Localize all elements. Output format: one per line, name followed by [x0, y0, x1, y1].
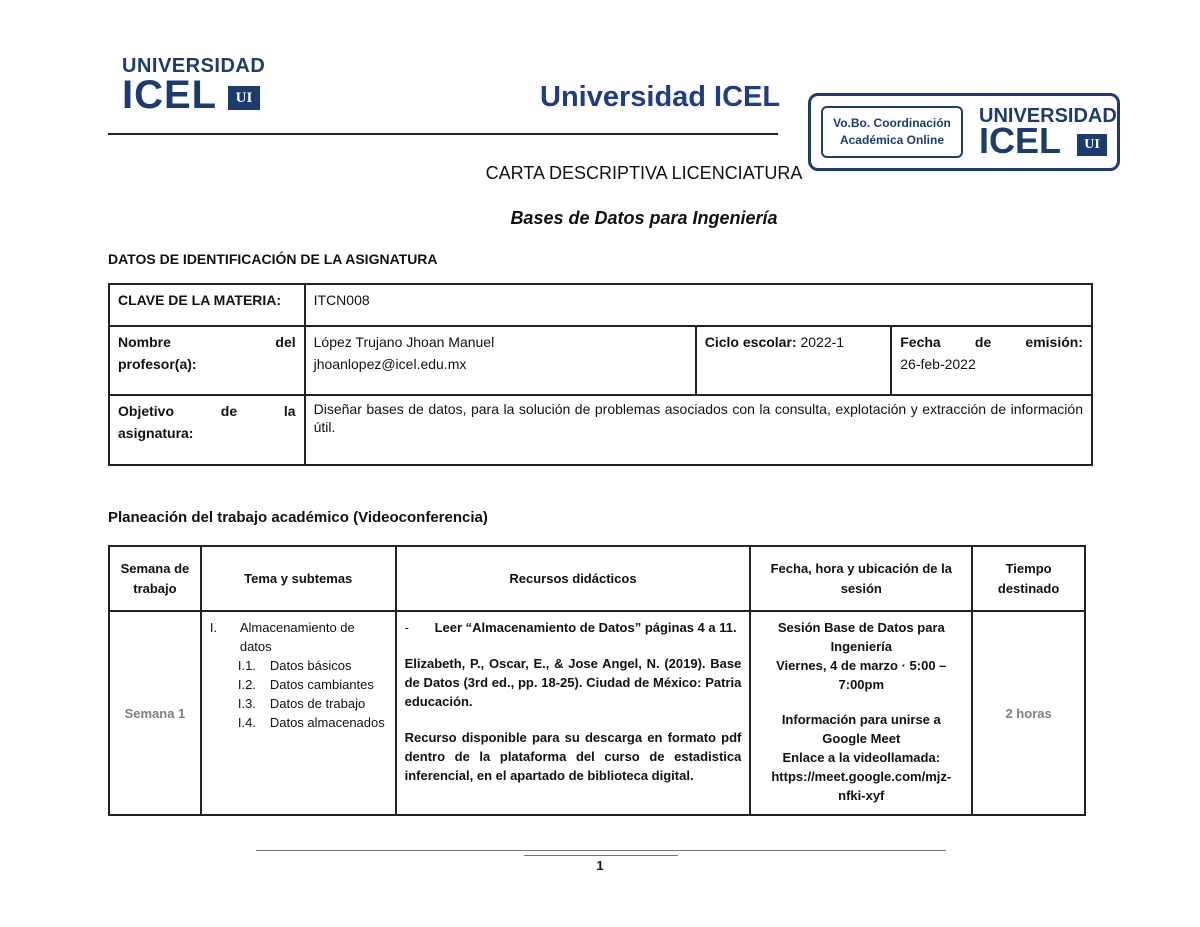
table-row: [109, 395, 1092, 465]
resource-reading: - Leer “Almacenamiento de Datos” páginas 4 a 11.: [404, 620, 737, 635]
vobo-line2: Académica Online: [839, 133, 945, 147]
course-name: Bases de Datos para Ingeniería: [510, 208, 778, 228]
vobo-label: [821, 106, 963, 158]
header-topic: Tema y subtemas: [201, 546, 396, 611]
page-number: 1: [596, 858, 604, 873]
logo-icel-text: ICEL: [122, 73, 218, 117]
ciclo-cell: [696, 326, 892, 395]
clave-label: CLAVE DE LA MATERIA:: [109, 284, 305, 326]
ciclo-label: Ciclo escolar:: [704, 334, 797, 350]
objetivo-label: Objetivo de la asignatura:: [109, 395, 305, 465]
session-info: Información para unirse a Google Meet: [781, 712, 941, 746]
profesor-label: Nombre del profesor(a):: [109, 326, 305, 395]
stamp-ui-badge: UI: [1077, 134, 1107, 156]
profesor-value: [305, 326, 696, 395]
profesor-name: López Trujano Jhoan Manuel: [313, 334, 495, 350]
time-cell: 2 horas: [972, 611, 1085, 815]
page-title: Universidad ICEL: [540, 81, 781, 113]
topics-cell: [201, 611, 396, 815]
subtopic-item: I.4. Datos almacenados: [237, 715, 385, 730]
resource-reference: Elizabeth, P., Oscar, E., & Jose Angel, N. (2019). Base de Datos (3rd ed., pp. 18-25). Ciudad de México: Patria educación.: [404, 656, 742, 709]
stamp-icel-text: ICEL: [979, 120, 1062, 161]
clave-value: ITCN008: [305, 284, 1092, 326]
subtopic-item: I.2. Datos cambiantes: [237, 677, 374, 692]
objetivo-value: Diseñar bases de datos, para la solución de problemas asociados con la consulta, explotación y extracción de información útil.: [305, 395, 1092, 465]
section-heading-planning: Planeación del trabajo académico (Videoconferencia): [108, 509, 488, 526]
resources-cell: [396, 611, 751, 815]
session-link[interactable]: https://meet.google.com/mjz-nfki-xyf: [771, 769, 952, 803]
stamp-univ-text: UNIVERSIDAD: [979, 105, 1117, 127]
vobo-stamp: [808, 93, 1120, 171]
week-cell: Semana 1: [109, 611, 201, 815]
identification-table: [108, 283, 1093, 466]
header-resources: Recursos didácticos: [396, 546, 751, 611]
fecha-value: 26-feb-2022: [900, 356, 976, 372]
table-row: [109, 326, 1092, 395]
subtopic-item: I.1. Datos básicos: [237, 658, 352, 673]
resource-note: Recurso disponible para su descarga en formato pdf dentro de la plataforma del curso de estadistica inferencial, en el apartado de biblioteca digital.: [404, 730, 742, 783]
ciclo-value: 2022-1: [800, 334, 845, 350]
header-week: Semana de trabajo: [109, 546, 201, 611]
document-subtitle: CARTA DESCRIPTIVA LICENCIATURA: [485, 163, 803, 183]
session-cell: [750, 611, 972, 815]
fecha-cell: Fecha de emisión: 26-feb-2022: [891, 326, 1092, 395]
topic-main: I. Almacenamiento de datos: [209, 620, 355, 654]
vobo-line1: Vo.Bo. Coordinación: [833, 116, 951, 130]
header-time: Tiempo destinado: [972, 546, 1085, 611]
section-heading-identification: DATOS DE IDENTIFICACIÓN DE LA ASIGNATURA: [108, 251, 438, 267]
planning-table: [108, 545, 1086, 816]
logo-ui-badge: UI: [228, 86, 260, 110]
session-title: Sesión Base de Datos para Ingeniería: [777, 620, 945, 654]
footer-divider-short: [524, 855, 678, 856]
profesor-email: jhoanlopez@icel.edu.mx: [313, 356, 467, 372]
title-divider: [108, 133, 778, 135]
table-row: [109, 284, 1092, 326]
subtopic-item: I.3. Datos de trabajo: [237, 696, 366, 711]
university-logo: [122, 55, 266, 117]
table-row: [109, 611, 1085, 815]
footer-divider: [256, 850, 946, 851]
header-session: Fecha, hora y ubicación de la sesión: [750, 546, 972, 611]
session-link-label: Enlace a la videollamada:: [782, 750, 941, 765]
table-header-row: [109, 546, 1085, 611]
logo-univ-text: UNIVERSIDAD: [122, 55, 266, 77]
session-date: Viernes, 4 de marzo · 5:00 – 7:00pm: [776, 658, 947, 692]
